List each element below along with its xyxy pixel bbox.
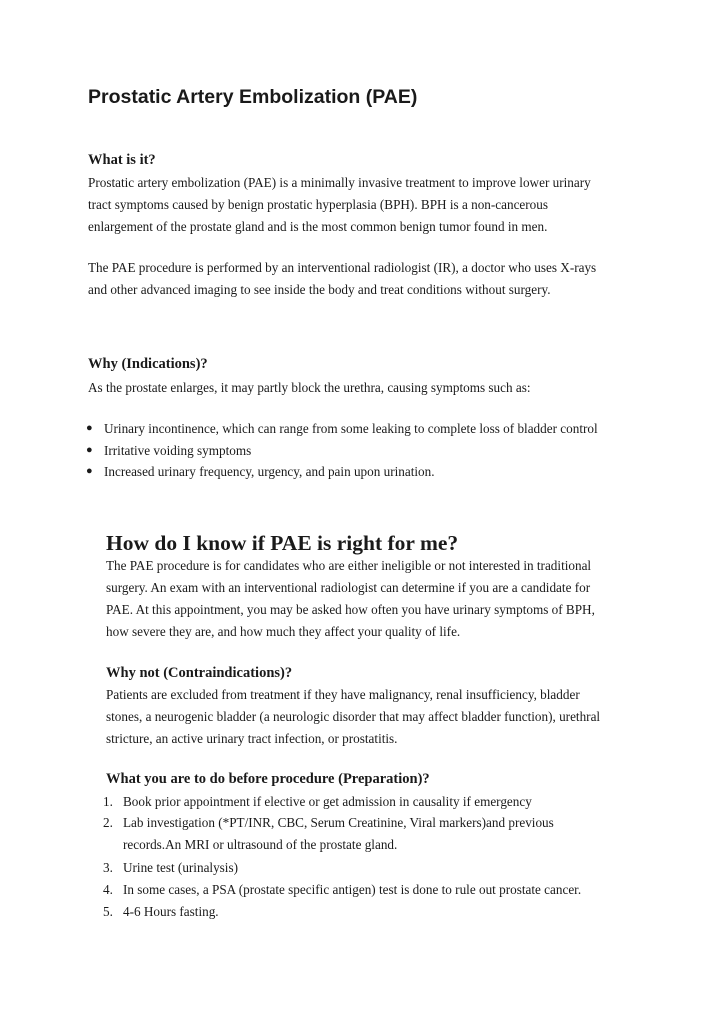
text-line: stones, a neurogenic bladder (a neurologic disorder that may affect bladder function), urethral [106, 709, 601, 724]
text-line: and other advanced imaging to see inside the body and treat conditions without surgery. [88, 282, 551, 297]
text-line: The PAE procedure is for candidates who are either ineligible or not interested in traditional [106, 558, 592, 573]
list-number: 2. [103, 815, 113, 830]
section-why [88, 354, 648, 399]
section-heading-whynot: Why not (Contraindications)? [106, 665, 293, 681]
text-line: PAE. At this appointment, you may be asked how often you have urinary symptoms of BPH, [106, 602, 595, 617]
indications-list [86, 418, 656, 483]
section-heading-why: Why (Indications)? [88, 356, 208, 372]
whynot-paragraph [106, 684, 666, 750]
page-title: Prostatic Artery Embolization (PAE) [88, 86, 418, 108]
why-intro: As the prostate enlarges, it may partly block the urethra, causing symptoms such as: [88, 380, 531, 395]
list-item [103, 812, 663, 855]
section-whynot [106, 663, 666, 750]
how-paragraph [106, 555, 666, 643]
list-item [103, 857, 663, 878]
bullet-icon: ● [86, 465, 93, 477]
text-line: Patients are excluded from treatment if they have malignancy, renal insufficiency, bladder [106, 687, 580, 702]
list-number: 5. [103, 904, 113, 919]
list-item [103, 901, 663, 922]
text-line: Prostatic artery embolization (PAE) is a minimally invasive treatment to improve lower urinary [88, 175, 591, 190]
section-heading-prep: What you are to do before procedure (Preparation)? [106, 771, 430, 787]
bullet-icon: ● [86, 422, 93, 434]
text-line: enlargement of the prostate gland and is the most common benign tumor found in men. [88, 219, 548, 234]
text-line: The PAE procedure is performed by an interventional radiologist (IR), a doctor who uses X-rays [88, 260, 597, 275]
list-number: 4. [103, 882, 113, 897]
list-item-text: Book prior appointment if elective or get admission in causality if emergency [123, 794, 532, 809]
bullet-icon: ● [86, 443, 93, 456]
text-line: stricture, an active urinary tract infection, or prostatitis. [106, 731, 398, 746]
list-number: 1. [103, 794, 113, 809]
text-line: surgery. An exam with an interventional radiologist can determine if you are a candidate for [106, 580, 591, 595]
list-item-text: 4-6 Hours fasting. [123, 904, 219, 919]
what-paragraph-2 [88, 257, 648, 301]
list-item-text: records.An MRI or ultrasound of the prostate gland. [123, 837, 398, 852]
list-item-text: Lab investigation (*PT/INR, CBC, Serum Creatinine, Viral markers)and previous [123, 815, 554, 830]
text-line: tract symptoms caused by benign prostatic hyperplasia (BPH). BPH is a non-cancerous [88, 197, 548, 212]
text-line: how severe they are, and how much they affect your quality of life. [106, 624, 461, 639]
list-item [103, 879, 663, 900]
list-item: ● Irritative voiding symptoms [86, 440, 656, 462]
list-item-text: Urine test (urinalysis) [123, 860, 238, 875]
what-paragraph-1 [88, 172, 648, 238]
section-what [88, 150, 648, 301]
section-heading-how: How do I know if PAE is right for me? [106, 531, 459, 555]
list-number: 3. [103, 860, 113, 875]
list-item-text: In some cases, a PSA (prostate specific antigen) test is done to rule out prostate cancer. [123, 882, 582, 897]
list-item: ● Urinary incontinence, which can range from some leaking to complete loss of bladder control [86, 418, 656, 440]
section-heading-what: What is it? [88, 152, 156, 168]
list-item: ● Increased urinary frequency, urgency, and pain upon urination. [86, 461, 656, 483]
section-how [106, 530, 666, 643]
section-prep [106, 769, 666, 789]
list-item [103, 791, 663, 812]
preparation-list [103, 791, 663, 922]
